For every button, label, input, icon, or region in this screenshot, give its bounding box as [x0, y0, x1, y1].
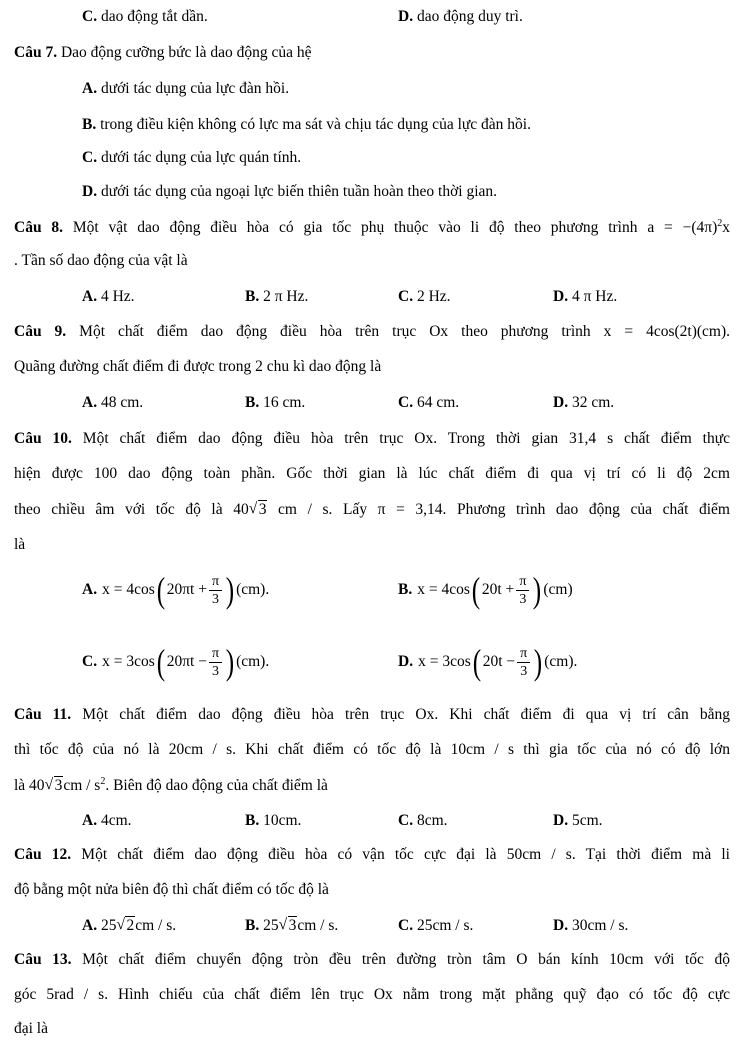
- option-letter: C.: [398, 917, 414, 934]
- stem-text: Một chất điểm dao động điều hòa có vận tốc cực đại là 50cm / s. Tại thời điểm mà li: [81, 846, 730, 863]
- fraction: [209, 645, 222, 680]
- denominator: 3: [520, 663, 528, 679]
- option-text: 64 cm.: [416, 394, 460, 411]
- numerator: π: [516, 573, 529, 591]
- right-paren: ): [225, 642, 235, 682]
- option-letter: B.: [245, 812, 260, 829]
- stem-text: Dao động cưỡng bức là dao động của hệ: [60, 44, 312, 61]
- option-text: dao động duy trì.: [416, 8, 523, 25]
- question-12-option-d: [553, 917, 628, 935]
- question-8-stem-line-1: [14, 218, 730, 237]
- option-letter: A.: [82, 394, 98, 411]
- question-10-stem-line-1: [14, 430, 730, 448]
- question-8-stem-line-2: [14, 252, 188, 270]
- stem-text: đại là: [14, 1020, 48, 1037]
- option-letter: C.: [82, 8, 98, 25]
- formula-unit: cm / s.: [297, 917, 339, 934]
- question-9-option-a: [82, 394, 143, 412]
- question-7-stem: [14, 44, 312, 62]
- option-letter: D.: [398, 653, 414, 670]
- sqrt-symbol: [45, 777, 64, 795]
- question-11-option-d: [553, 812, 603, 830]
- stem-text: góc 5rad / s. Hình chiếu của chất điểm lên trục Ox nằm trong mặt phẳng quỹ đạo có tốc độ cực: [14, 986, 730, 1003]
- formula-unit: cm / s: [63, 777, 101, 795]
- right-paren: ): [533, 570, 542, 610]
- stem-text: Một chất điểm dao động điều hòa trên trục Ox. Khi chất điểm đi qua vị trí cân bằng: [82, 706, 730, 723]
- formula-unit: cm / s.: [135, 917, 177, 934]
- question-13-stem-line-1: [14, 951, 730, 969]
- stem-text: Một chất điểm dao động điều hòa trên trục Ox theo phương trình: [79, 323, 591, 340]
- question-7-option-d: [82, 183, 497, 201]
- question-12-option-a: [82, 917, 176, 935]
- stem-text: . Tần số dao động của vật là: [14, 252, 188, 269]
- option-text: 48 cm.: [100, 394, 144, 411]
- option-letter: C.: [398, 394, 414, 411]
- option-letter: A.: [82, 80, 98, 97]
- formula-suffix: (cm): [543, 581, 573, 598]
- radicand: 3: [288, 917, 297, 934]
- question-13-stem-line-2: [14, 986, 730, 1004]
- option-letter: C.: [82, 653, 98, 670]
- option-letter: A.: [82, 812, 98, 829]
- option-letter: D.: [553, 917, 569, 934]
- question-13-stem-line-3: [14, 1020, 48, 1038]
- question-10-option-c: [82, 644, 269, 680]
- question-12-option-b: [245, 917, 338, 935]
- option-text: 30cm / s.: [571, 917, 629, 934]
- question-10-option-a: [82, 572, 269, 608]
- denominator: 3: [519, 591, 527, 607]
- radicand: 2: [126, 917, 135, 934]
- option-letter: A.: [82, 288, 98, 305]
- question-9-stem-line-1: [14, 323, 730, 341]
- question-10-option-d: [398, 644, 577, 680]
- formula-prefix: x = 4cos: [102, 581, 155, 598]
- denominator: 3: [212, 663, 220, 679]
- question-11-option-b: [245, 812, 301, 830]
- question-9-option-c: [398, 394, 459, 412]
- stem-text: độ bằng một nửa biên độ thì chất điểm có tốc độ là: [14, 881, 329, 898]
- option-text: 2 Hz.: [416, 288, 451, 305]
- question-10-option-b: [398, 572, 573, 608]
- formula-suffix: (cm).: [236, 653, 270, 670]
- fraction: [209, 573, 222, 608]
- formula-coef: 25: [100, 917, 117, 934]
- left-paren: (: [472, 642, 481, 682]
- question-8-option-c: [398, 288, 451, 306]
- left-paren: (: [471, 570, 481, 610]
- option-text: dưới tác dụng của lực đàn hồi.: [100, 80, 290, 97]
- left-paren: (: [156, 570, 165, 610]
- question-label: Câu 13.: [14, 951, 72, 968]
- question-10-stem-line-4: [14, 536, 25, 554]
- question-8-option-d: [553, 288, 617, 306]
- question-8-option-a: [82, 288, 135, 306]
- formula-prefix: x = 4cos: [417, 581, 470, 598]
- question-label: Câu 9.: [14, 323, 67, 340]
- question-12-option-c: [398, 917, 473, 935]
- option-letter: D.: [553, 394, 569, 411]
- question-label: Câu 8.: [14, 219, 64, 237]
- question-10-stem-line-2: [14, 465, 730, 483]
- option-text: 2 π Hz.: [263, 288, 309, 305]
- formula-suffix: (cm).: [544, 653, 578, 670]
- formula-text: a = −(4π): [647, 219, 718, 237]
- question-9-option-b: [245, 394, 305, 412]
- question-label: Câu 10.: [14, 430, 72, 447]
- question-12-stem-line-1: [14, 846, 730, 864]
- formula-var: x: [722, 219, 730, 237]
- formula: [233, 501, 267, 518]
- option-text: 32 cm.: [571, 394, 615, 411]
- option-letter: B.: [245, 288, 260, 305]
- question-9-option-d: [553, 394, 614, 412]
- question-11-stem-line-1: [14, 706, 730, 724]
- option-letter: D.: [398, 8, 414, 25]
- question-label: Câu 11.: [14, 706, 72, 723]
- sqrt-symbol: [116, 917, 135, 935]
- option-text: 8cm.: [416, 812, 448, 829]
- formula-arg: 20πt +: [166, 581, 207, 598]
- formula-coef: 40: [233, 501, 249, 518]
- question-7-option-c: [82, 149, 301, 167]
- stem-text: . Biên độ dao động của chất điểm là: [105, 777, 328, 795]
- stem-text: Một vật dao động điều hòa có gia tốc phụ thuộc vào li độ theo phương trình: [72, 219, 638, 237]
- option-text: dưới tác dụng của ngoại lực biến thiên tuần hoàn theo thời gian.: [100, 183, 498, 200]
- stem-text: là: [14, 536, 26, 553]
- option-letter: C.: [398, 288, 414, 305]
- question-10-stem-line-3: [14, 501, 730, 519]
- numerator: π: [209, 645, 222, 663]
- question-7-option-b: [82, 116, 531, 134]
- option-letter: A.: [82, 917, 98, 934]
- option-text: 10cm.: [263, 812, 302, 829]
- stem-text: Một chất điểm chuyển động tròn đều trên đường tròn tâm O bán kính 10cm với tốc độ: [82, 951, 730, 968]
- numerator: π: [209, 573, 222, 591]
- formula-coef: là 40: [14, 777, 45, 795]
- stem-text: cm / s. Lấy π = 3,14. Phương trình dao động của chất điểm: [278, 501, 730, 518]
- sqrt-symbol: [279, 917, 298, 935]
- option-text: 25cm / s.: [416, 917, 474, 934]
- left-paren: (: [156, 642, 165, 682]
- formula-exponent: 2: [100, 776, 106, 787]
- stem-text: thì tốc độ của nó là 20cm / s. Khi chất điểm có tốc độ là 10cm / s thì gia tốc của nó có độ lớn: [14, 741, 730, 758]
- formula-arg: 20t −: [482, 653, 516, 670]
- option-text: 5cm.: [571, 812, 603, 829]
- question-11-stem-line-2: [14, 741, 730, 759]
- numerator: π: [517, 645, 530, 663]
- denominator: 3: [212, 591, 220, 607]
- option-letter: A.: [82, 581, 98, 598]
- question-label: Câu 7.: [14, 44, 58, 61]
- option-letter: B.: [82, 116, 97, 133]
- radicand: 3: [258, 501, 267, 518]
- option-letter: C.: [398, 812, 414, 829]
- question-label: Câu 12.: [14, 846, 72, 863]
- option-text: 16 cm.: [263, 394, 306, 411]
- stem-text: theo chiều âm với tốc độ là: [14, 501, 223, 518]
- formula-prefix: x = 3cos: [102, 653, 155, 670]
- formula-arg: 20πt −: [166, 653, 207, 670]
- question-9-stem-line-2: [14, 358, 381, 376]
- formula-prefix: x = 3cos: [418, 653, 471, 670]
- right-paren: ): [225, 570, 235, 610]
- formula: [647, 219, 730, 236]
- option-prev-c: [82, 8, 208, 26]
- option-letter: B.: [245, 917, 260, 934]
- right-paren: ): [534, 642, 543, 682]
- formula-arg: 20t +: [481, 581, 515, 598]
- option-prev-d: [398, 8, 523, 26]
- option-letter: D.: [553, 812, 569, 829]
- question-11-option-c: [398, 812, 448, 830]
- question-8-option-b: [245, 288, 308, 306]
- fraction: [516, 573, 529, 608]
- radicand: 3: [54, 777, 63, 795]
- formula-exponent: 2: [717, 218, 723, 229]
- option-letter: D.: [553, 288, 569, 305]
- option-text: 4cm.: [100, 812, 132, 829]
- stem-text: hiện được 100 dao động toàn phần. Gốc thời gian là lúc chất điểm đi qua vị trí có li độ 2cm: [14, 465, 730, 482]
- option-text: 4 Hz.: [100, 288, 135, 305]
- formula-suffix: (cm).: [236, 581, 270, 598]
- formula: x = 4cos(2t)(cm).: [603, 323, 731, 340]
- question-12-stem-line-2: [14, 881, 329, 899]
- option-letter: D.: [82, 183, 98, 200]
- question-11-stem-line-3: [14, 776, 328, 795]
- sqrt-symbol: [249, 501, 268, 519]
- option-text: 4 π Hz.: [571, 288, 618, 305]
- option-text: trong điều kiện không có lực ma sát và chịu tác dụng của lực đàn hồi.: [100, 116, 531, 133]
- question-7-option-a: [82, 80, 289, 98]
- option-letter: C.: [82, 149, 98, 166]
- option-letter: B.: [398, 581, 413, 598]
- stem-text: Một chất điểm dao động điều hòa trên trục Ox. Trong thời gian 31,4 s chất điểm thực: [82, 430, 730, 447]
- option-text: dưới tác dụng của lực quán tính.: [100, 149, 302, 166]
- option-text: dao động tắt dần.: [100, 8, 208, 25]
- formula-coef: 25: [263, 917, 279, 934]
- stem-text: Quãng đường chất điểm đi được trong 2 chu kì dao động là: [14, 358, 382, 375]
- fraction: [517, 645, 530, 680]
- question-11-option-a: [82, 812, 132, 830]
- option-letter: B.: [245, 394, 260, 411]
